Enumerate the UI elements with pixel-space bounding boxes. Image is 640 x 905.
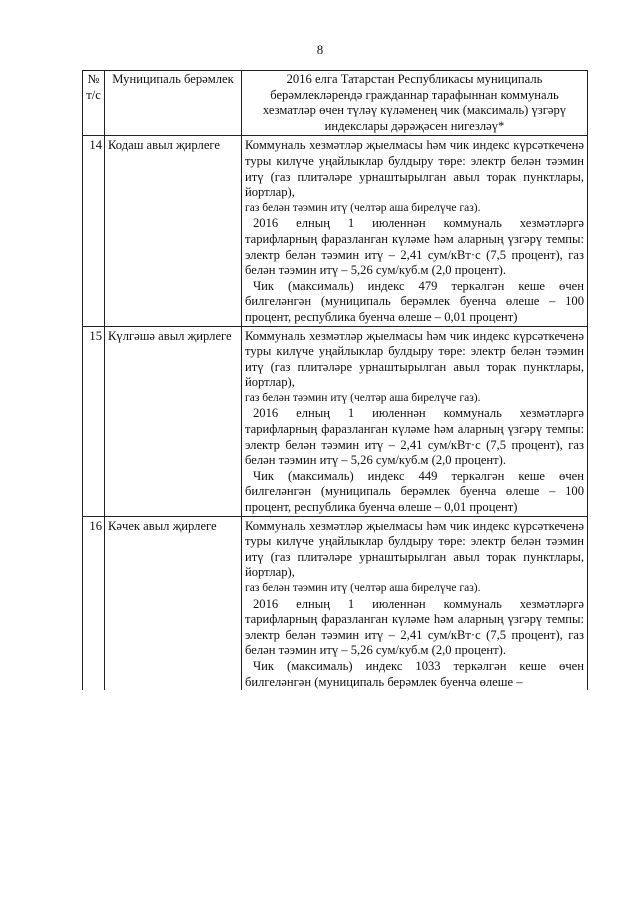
index-paragraph: Чик (максималь) индекс 1033 теркәлгән кеше өчен билгеләнгән (муниципаль берәмлек буенча өлеше –: [245, 658, 584, 689]
municipality-name: Кәчек авыл җирлеге: [105, 516, 242, 690]
page-number: 8: [316, 42, 324, 57]
header-num: № т/с: [83, 71, 105, 136]
municipality-name: Кодаш авыл җирлеге: [105, 136, 242, 326]
header-description: 2016 елга Татарстан Республикасы муниципаль берәмлекләрендә гражданнар тарафыннан коммуналь хезматләр өчен түләү күләменең чик (максималь) үзгәрү индекслары дәрәҗәсен нигезләү*: [242, 71, 588, 136]
gas-paragraph: газ белән тәэмин итү (челтәр аша бирелүче газ).: [245, 391, 481, 404]
services-paragraph: Коммуналь хезмәтләр җыелмасы һәм чик индекс күрсәткеченә туры килүче уңайлыклар булдыру төре: электр белән тәэмин итү (газ плитәләре урнаштырылган авыл торак пунктлары, йортлар),: [245, 328, 584, 390]
index-paragraph: Чик (максималь) индекс 449 теркәлгән кеше өчен билгеләнгән (муниципаль берәмлек буенча өлеше – 100 процент, республика буенча өлеше – 0,01 процент): [245, 468, 584, 515]
row-number: 14: [83, 136, 105, 326]
row-description: [242, 516, 588, 690]
table-row: [83, 516, 588, 690]
tariff-paragraph: 2016 елның 1 июленнән коммуналь хезмәтләргә тарифларның фаразланган күләме һәм аларның үзгәрү темпы: электр белән тәэмин итү – 2,41 сум/кВт·с (7,5 процент), газ белән тәэмин итү – 5,26 сум/куб.м (2,0 процент).: [245, 406, 584, 468]
row-number: 15: [83, 326, 105, 516]
services-paragraph: Коммуналь хезмәтләр җыелмасы һәм чик индекс күрсәткеченә туры килүче уңайлыклар булдыру төре: электр белән тәэмин итү (газ плитәләре урнаштырылган авыл торак пунктлары, йортлар),: [245, 518, 584, 580]
tariff-paragraph: 2016 елның 1 июленнән коммуналь хезмәтләргә тарифларның фаразланган күләме һәм аларның үзгәрү темпы: электр белән тәэмин итү – 2,41 сум/кВт·с (7,5 процент), газ белән тәэмин итү – 5,26 сум/куб.м (2,0 процент).: [245, 596, 584, 658]
row-description: [242, 326, 588, 516]
gas-paragraph: газ белән тәэмин итү (челтәр аша бирелүче газ).: [245, 201, 481, 214]
row-number: 16: [83, 516, 105, 690]
services-paragraph: Коммуналь хезмәтләр җыелмасы һәм чик индекс күрсәткеченә туры килүче уңайлыклар булдыру төре: электр белән тәэмин итү (газ плитәләре урнаштырылган авыл торак пунктлары, йортлар),: [245, 138, 584, 200]
index-paragraph: Чик (максималь) индекс 479 теркәлгән кеше өчен билгеләнгән (муниципаль берәмлек буенча өлеше – 100 процент, республика буенча өлеше – 0,01 процент): [245, 278, 584, 324]
tariff-paragraph: 2016 елның 1 июленнән коммуналь хезмәтләргә тарифларның фаразланган күләме һәм аларның үзгәрү темпы: электр белән тәэмин итү – 2,41 сум/кВт·с (7,5 процент), газ белән тәэмин итү – 5,26 сум/куб.м (2,0 процент).: [245, 216, 584, 278]
table-row: [83, 136, 588, 326]
index-table: [82, 70, 588, 690]
municipality-name: Күлгәшә авыл җирлеге: [105, 326, 242, 516]
header-municipality: Муниципаль берәмлек: [105, 71, 242, 136]
table-row: [83, 326, 588, 516]
gas-paragraph: газ белән тәэмин итү (челтәр аша бирелүче газ).: [245, 582, 481, 594]
table-header-row: [83, 71, 588, 136]
row-description: [242, 136, 588, 326]
